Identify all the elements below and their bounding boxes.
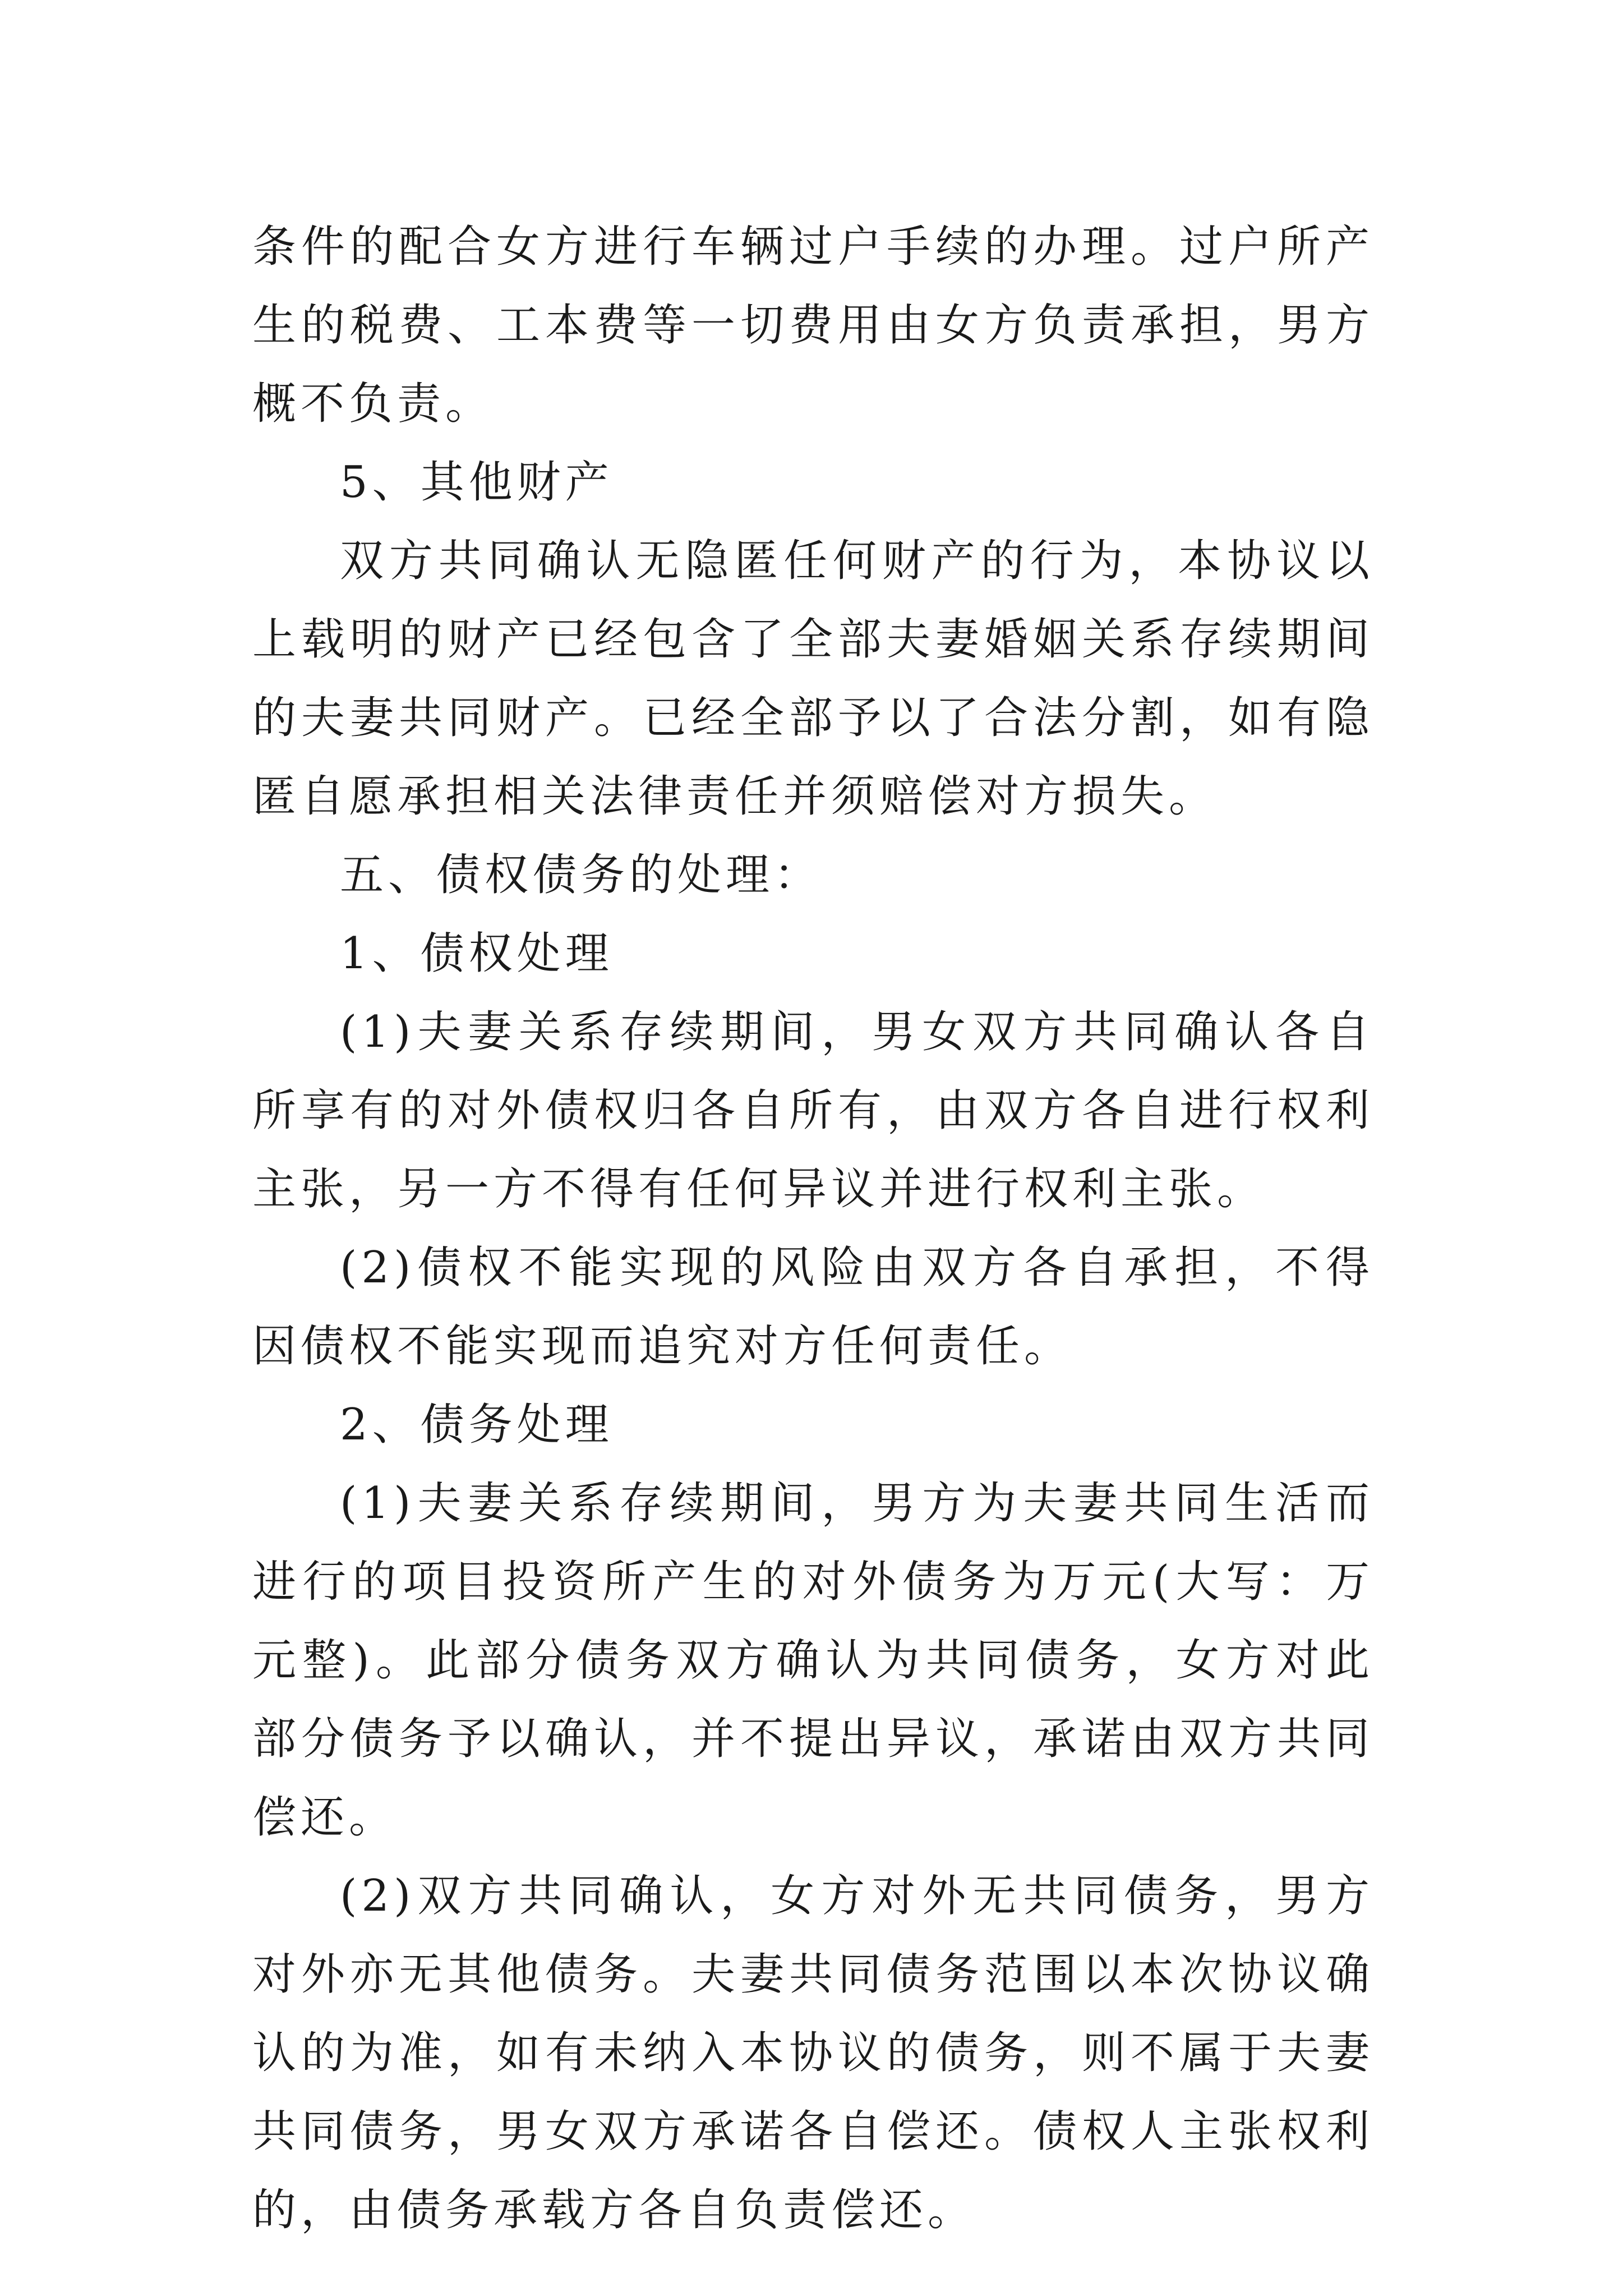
section-heading: 五、债权债务的处理： <box>340 850 823 900</box>
paragraph: (2)双方共同确认，女方对外无共同债务，男方对外亦无其他债务。夫妻共同债务范围以本次协议确认的为准，如有未纳入本协议的债务，则不属于夫妻共同债务，男女双方承诺各自偿还。债权人主张权利的，由债务承载方各自负责偿还。 <box>252 1871 1374 2235</box>
document-body <box>252 208 1374 2249</box>
paragraph: 双方共同确认无隐匿任何财产的行为，本协议以上载明的财产已经包含了全部夫妻婚姻关系存续期间的夫妻共同财产。已经全部予以了合法分割，如有隐匿自愿承担相关法律责任并须赔偿对方损失。 <box>252 536 1374 822</box>
paragraph: (2)债权不能实现的风险由双方各自承担，不得因债权不能实现而追究对方任何责任。 <box>252 1243 1374 1372</box>
section-heading: 5、其他财产 <box>340 457 614 508</box>
section-heading: 1、债权处理 <box>340 928 614 979</box>
section-heading: 2、债务处理 <box>340 1400 614 1450</box>
paragraph: (1)夫妻关系存续期间，男方为夫妻共同生活而进行的项目投资所产生的对外债务为万元(大写：万元整)。此部分债务双方确认为共同债务，女方对此部分债务予以确认，并不提出异议，承诺由双方共同偿还。 <box>252 1478 1374 1843</box>
paragraph: (1)夫妻关系存续期间，男女双方共同确认各自所享有的对外债权归各自所有，由双方各自进行权利主张，另一方不得有任何异议并进行权利主张。 <box>252 1007 1374 1214</box>
paragraph: 条件的配合女方进行车辆过户手续的办理。过户所产生的税费、工本费等一切费用由女方负责承担，男方概不负责。 <box>252 222 1374 429</box>
